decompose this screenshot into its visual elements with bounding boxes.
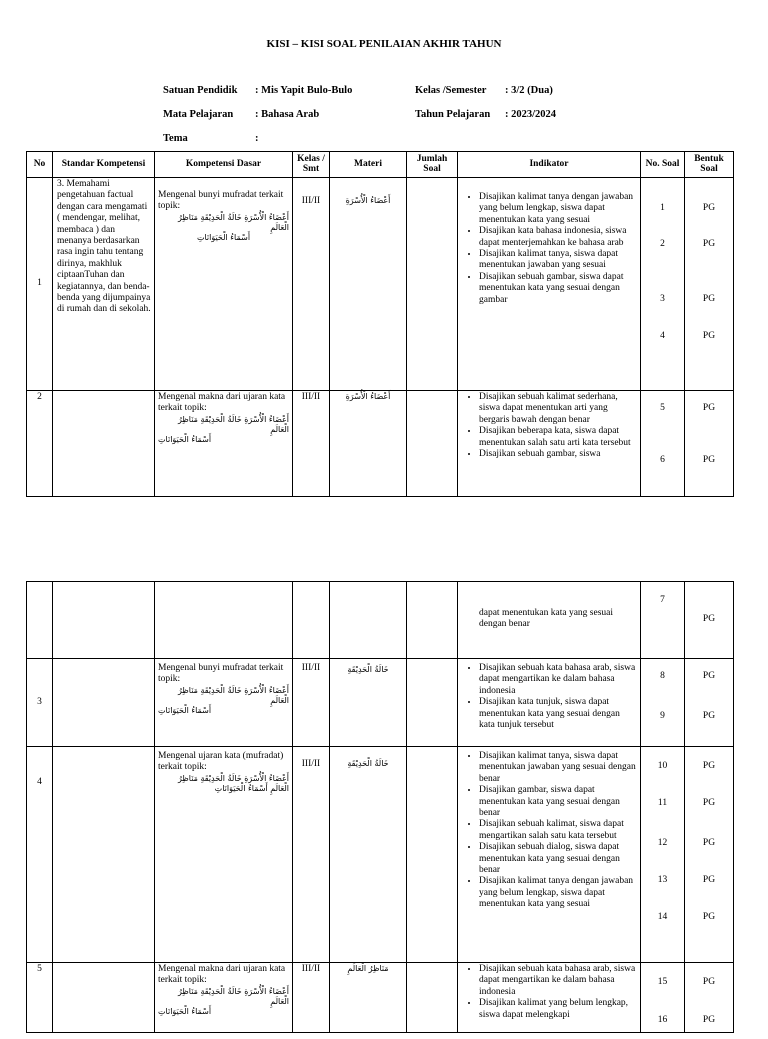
satuan-value: : Mis Yapit Bulo-Bulo xyxy=(255,85,353,96)
bentuk-soal: PG xyxy=(702,239,716,249)
standar-kompetensi-cell xyxy=(53,963,155,1033)
mapel-value: : Bahasa Arab xyxy=(255,109,320,120)
kd-arabic-topic: أَسْمَاءُ الْحَيَوَانَاتِ xyxy=(158,434,212,444)
indikator-item: • Disajikan sebuah gambar, siswa dapat menentukan kata yang sesuai dengan gambar xyxy=(479,272,637,306)
indikator-item: • Disajikan sebuah dialog, siswa dapat menentukan kata yang sesuai dengan benar xyxy=(479,842,637,876)
standar-kompetensi-cell xyxy=(53,391,155,497)
kelas-semester-value: : 3/2 (Dua) xyxy=(505,85,553,96)
row-number: 3 xyxy=(27,659,53,747)
bentuk-soal-cell xyxy=(685,178,734,391)
soal-number: 5 xyxy=(660,403,665,413)
header-standar-kompetensi: Standar Kompetensi xyxy=(53,152,155,178)
kelas-cell: III/II xyxy=(293,391,330,497)
kelas-cell: III/II xyxy=(293,178,330,391)
jumlah-soal-cell xyxy=(407,391,458,497)
indikator-item: • Disajikan sebuah kalimat, siswa dapat mengartikan salah satu kata tersebut xyxy=(479,819,637,842)
bentuk-soal: PG xyxy=(702,331,716,341)
indikator-item: • Disajikan sebuah kalimat sederhana, siswa dapat menentukan arti yang bergaris bawah dengan benar xyxy=(479,392,637,426)
indikator-item: • Disajikan beberapa kata, siswa dapat menentukan salah satu arti kata tersebut xyxy=(479,426,637,449)
indikator-item: • Disajikan kalimat tanya, siswa dapat menentukan jawaban yang sesuai xyxy=(479,249,637,272)
kelas-cell: III/II xyxy=(293,659,330,747)
indikator-item: • Disajikan kata tunjuk, siswa dapat menentukan kata yang sesuai dengan kata tunjuk tersebut xyxy=(479,697,637,731)
kd-text: Mengenal makna dari ujaran kata terkait topik: xyxy=(158,392,286,414)
soal-number: 14 xyxy=(657,912,668,922)
tema-value: : xyxy=(255,133,259,144)
table-row xyxy=(27,747,734,963)
bentuk-soal-cell xyxy=(685,659,734,747)
bentuk-soal: PG xyxy=(702,203,716,213)
standar-kompetensi-cell xyxy=(53,747,155,963)
kisi-table-page-1 xyxy=(26,151,734,497)
soal-number: 1 xyxy=(660,203,665,213)
no-soal-cell xyxy=(641,391,685,497)
kompetensi-dasar-cell xyxy=(155,747,293,963)
header-kelas-smt: Kelas / Smt xyxy=(293,152,330,178)
header-kompetensi-dasar: Kompetensi Dasar xyxy=(155,152,293,178)
kd-arabic-topic: أَسْمَاءُ الْحَيَوَانَاتِ xyxy=(196,232,251,242)
tahun-label: Tahun Pelajaran xyxy=(415,109,491,120)
row-number: 2 xyxy=(27,391,53,497)
soal-number: 11 xyxy=(657,798,668,808)
materi-cell: أَعْضَاءُ الْأُسْرَةِ xyxy=(330,178,407,391)
tema-label: Tema xyxy=(163,133,188,144)
indikator-item: • Disajikan kata bahasa indonesia, siswa dapat menterjemahkan ke bahasa arab xyxy=(479,226,637,249)
indikator-item: • Disajikan kalimat yang belum lengkap, siswa dapat melengkapi xyxy=(479,998,637,1021)
row-number: 5 xyxy=(27,963,53,1033)
jumlah-soal-cell xyxy=(407,659,458,747)
kisi-table-page-2 xyxy=(26,581,734,1033)
jumlah-soal-cell xyxy=(407,582,458,659)
header-indikator: Indikator xyxy=(458,152,641,178)
bentuk-soal: PG xyxy=(702,875,716,885)
indikator-item: • Disajikan gambar, siswa dapat menentukan kata yang sesuai dengan benar xyxy=(479,785,637,819)
header-no-soal: No. Soal xyxy=(641,152,685,178)
no-soal-cell xyxy=(641,178,685,391)
kd-arabic-topics: أَعْضَاءُ الْأُسْرَةِ خَالَةُ الْحَدِيْقَةِ مَنَاظِرُ الْعَالَمِ xyxy=(177,212,289,232)
no-soal-cell xyxy=(641,659,685,747)
soal-number: 6 xyxy=(660,455,665,465)
bentuk-soal: PG xyxy=(702,1015,716,1025)
soal-number: 15 xyxy=(657,977,668,987)
bentuk-soal: PG xyxy=(702,403,716,413)
kompetensi-dasar-cell xyxy=(155,582,293,659)
indikator-continued: dapat menentukan kata yang sesuai dengan benar xyxy=(479,608,614,630)
soal-number: 10 xyxy=(657,761,668,771)
kompetensi-dasar-cell xyxy=(155,178,293,391)
header-bentuk-soal: Bentuk Soal xyxy=(685,152,734,178)
indikator-cell xyxy=(458,659,641,747)
bentuk-soal-cell xyxy=(685,963,734,1033)
bentuk-soal: PG xyxy=(702,711,716,721)
soal-number: 3 xyxy=(660,294,665,304)
indikator-item: • Disajikan kalimat tanya dengan jawaban yang belum lengkap, siswa dapat menentukan kata yang sesuai xyxy=(479,876,637,910)
header-no: No xyxy=(27,152,53,178)
kd-arabic-topics: أَعْضَاءُ الْأُسْرَةِ خَالَةُ الْحَدِيْقَةِ مَنَاظِرُ الْعَالَمِ xyxy=(177,685,289,705)
bentuk-soal-cell xyxy=(685,747,734,963)
header-materi: Materi xyxy=(330,152,407,178)
kd-arabic-topic: أَسْمَاءُ الْحَيَوَانَاتِ xyxy=(158,1006,212,1016)
table-row-continued xyxy=(27,582,734,659)
indikator-cell xyxy=(458,391,641,497)
materi-cell xyxy=(330,582,407,659)
indikator-cell xyxy=(458,747,641,963)
kd-arabic-topics: أَعْضَاءُ الْأُسْرَةِ خَالَةُ الْحَدِيْقَةِ مَنَاظِرُ الْعَالَمِ أَسْمَاءُ الْحَيَوَانَاتِ xyxy=(177,773,289,793)
bentuk-soal: PG xyxy=(702,455,716,465)
kelas-cell: III/II xyxy=(293,963,330,1033)
indikator-item: • Disajikan kalimat tanya dengan jawaban yang belum lengkap, siswa dapat menentukan kata yang sesuai xyxy=(479,192,637,226)
kompetensi-dasar-cell xyxy=(155,659,293,747)
indikator-item: • Disajikan sebuah gambar, siswa xyxy=(479,449,637,460)
standar-kompetensi-cell xyxy=(53,659,155,747)
kelas-cell: III/II xyxy=(293,747,330,963)
materi-cell: مَنَاظِرُ الْعَالَمِ xyxy=(330,963,407,1033)
kd-text: Mengenal bunyi mufradat terkait topik: xyxy=(158,190,284,212)
kd-text: Mengenal bunyi mufradat terkait topik: xyxy=(158,663,284,685)
materi-cell: خَالَةُ الْحَدِيْقَةِ xyxy=(330,747,407,963)
table-header-row xyxy=(27,152,734,178)
indikator-cell xyxy=(458,178,641,391)
indikator-cell xyxy=(458,582,641,659)
soal-number: 9 xyxy=(660,711,665,721)
kd-text: Mengenal ujaran kata (mufradat) terkait topik: xyxy=(158,751,284,773)
kd-arabic-topics: أَعْضَاءُ الْأُسْرَةِ خَالَةُ الْحَدِيْقَةِ مَنَاظِرُ الْعَالَمِ xyxy=(177,986,289,1006)
table-row xyxy=(27,391,734,497)
bentuk-soal: PG xyxy=(702,977,716,987)
indikator-item: • Disajikan kalimat tanya, siswa dapat menentukan jawaban yang sesuai dengan benar xyxy=(479,751,637,785)
bentuk-soal-cell: PG xyxy=(685,582,734,659)
jumlah-soal-cell xyxy=(407,963,458,1033)
jumlah-soal-cell xyxy=(407,178,458,391)
soal-number: 16 xyxy=(657,1015,668,1025)
table-row xyxy=(27,659,734,747)
bentuk-soal: PG xyxy=(702,761,716,771)
row-number xyxy=(27,582,53,659)
standar-kompetensi-cell xyxy=(53,582,155,659)
row-number: 1 xyxy=(27,178,53,391)
indikator-item: • Disajikan sebuah kata bahasa arab, siswa dapat mengartikan ke dalam bahasa indonesia xyxy=(479,663,637,697)
indikator-item: • Disajikan sebuah kata bahasa arab, siswa dapat mengartikan ke dalam bahasa indonesia xyxy=(479,964,637,998)
no-soal-cell xyxy=(641,963,685,1033)
kompetensi-dasar-cell xyxy=(155,963,293,1033)
kd-arabic-topic: أَسْمَاءُ الْحَيَوَانَاتِ xyxy=(158,705,212,715)
kelas-semester-label: Kelas /Semester xyxy=(415,85,487,96)
no-soal-cell: 7 xyxy=(641,582,685,659)
bentuk-soal: PG xyxy=(702,671,716,681)
mapel-label: Mata Pelajaran xyxy=(163,109,234,120)
satuan-label: Satuan Pendidik xyxy=(163,85,238,96)
row-number: 4 xyxy=(27,747,53,963)
bentuk-soal: PG xyxy=(702,294,716,304)
tahun-value: : 2023/2024 xyxy=(505,109,557,120)
kd-arabic-topics: أَعْضَاءُ الْأُسْرَةِ خَالَةُ الْحَدِيْقَةِ مَنَاظِرُ الْعَالَمِ xyxy=(177,414,289,434)
jumlah-soal-cell xyxy=(407,747,458,963)
materi-cell: خَالَةُ الْحَدِيْقَةِ xyxy=(330,659,407,747)
soal-number: 4 xyxy=(660,331,665,341)
table-row xyxy=(27,963,734,1033)
materi-cell: أَعْضَاءُ الْأُسْرَةِ xyxy=(330,391,407,497)
kompetensi-dasar-cell xyxy=(155,391,293,497)
bentuk-soal-cell xyxy=(685,391,734,497)
kelas-cell xyxy=(293,582,330,659)
soal-number: 2 xyxy=(660,239,665,249)
standar-kompetensi-cell: 3. Memahami pengetahuan factual dengan cara mengamati ( mendengar, melihat, membaca ) dan menanya berdasarkan rasa ingin tahu tentang dirinya, makhluk ciptaanTuhan dan kegiatannya, dan benda-benda yang dijumpainya di rumah dan di sekolah. xyxy=(53,178,155,391)
no-soal-cell xyxy=(641,747,685,963)
header-jumlah-soal: Jumlah Soal xyxy=(407,152,458,178)
kd-text: Mengenal makna dari ujaran kata terkait topik: xyxy=(158,964,286,986)
soal-number: 12 xyxy=(657,838,668,848)
bentuk-soal: PG xyxy=(702,912,716,922)
table-row xyxy=(27,178,734,391)
bentuk-soal: PG xyxy=(702,838,716,848)
soal-number: 13 xyxy=(657,875,668,885)
document-title: KISI – KISI SOAL PENILAIAN AKHIR TAHUN xyxy=(266,38,502,50)
soal-number: 8 xyxy=(660,671,665,681)
indikator-cell xyxy=(458,963,641,1033)
bentuk-soal: PG xyxy=(702,798,716,808)
